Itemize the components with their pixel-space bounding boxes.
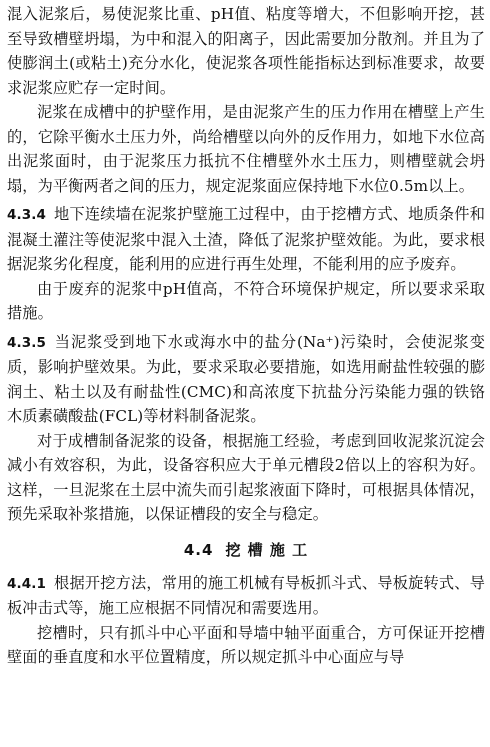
- section-title-text: 挖 槽 施 工: [225, 540, 309, 559]
- clause-4-3-5: [7, 330, 485, 429]
- clause-text: 当泥浆受到地下水或海水中的盐分(Na⁺)污染时，会使泥浆变质，影响护壁效果。为此，要求采取必要措施，如选用耐盐性较强的膨润土、粘土以及有耐盐性(CMC)和高浓度下抗盐分污染能力强的铁铬木质素磺酸盐(FCL)等材料制备泥浆。: [7, 332, 485, 425]
- paragraph-grab-alignment: 挖槽时，只有抓斗中心平面和导墙中轴平面重合，方可保证开挖槽壁面的垂直度和水平位置精度，所以规定抓斗中心面应与导: [7, 623, 485, 666]
- clause-number: 4.3.5: [7, 334, 46, 351]
- clause-text: 地下连续墙在泥浆护壁施工过程中，由于挖槽方式、地质条件和混凝土灌注等使泥浆中混入土渣，降低了泥浆护壁效能。为此，要求根据泥浆劣化程度，能利用的应进行再生处理，不能利用的应予废弃。: [7, 205, 485, 273]
- document-page: [7, 2, 485, 670]
- paragraph-mud-dispersant: 混入泥浆后，易使泥浆比重、pH值、粘度等增大，不但影响开挖，甚至导致槽壁坍塌，为中和混入的阳离子，因此需要加分散剂。并且为了使膨润土(或粘土)充分水化，使泥浆各项性能指标达到标准要求，故要求泥浆应贮存一定时间。: [7, 5, 485, 97]
- clause-4-4-1: [7, 571, 485, 621]
- section-number: 4.4: [183, 540, 214, 559]
- paragraph-equipment-volume: 对于成槽制备泥浆的设备，根据施工经验，考虑到回收泥浆沉淀会减小有效容积，为此，设备容积应大于单元槽段2倍以上的容积为好。这样，一旦泥浆在土层中流失而引起浆液面下降时，可根据具体情况，预先采取补浆措施，以保证槽段的安全与稳定。: [7, 431, 485, 523]
- clause-number: 4.3.4: [7, 207, 46, 223]
- clause-number: 4.4.1: [7, 575, 46, 592]
- paragraph-wall-protection: 泥浆在成槽中的护壁作用，是由泥浆产生的压力作用在槽壁上产生的，它除平衡水土压力外，尚给槽壁以向外的反作用力，如地下水位高出泥浆面时，由于泥浆压力抵抗不住槽壁外水土压力，则槽壁就会坍塌，为平衡两者之间的压力，规定泥浆面应保持地下水位0.5m以上。: [7, 103, 485, 195]
- clause-4-3-4: [7, 202, 485, 277]
- paragraph-waste-mud: 由于废弃的泥浆中pH值高，不符合环境保护规定，所以要求采取措施。: [7, 279, 485, 322]
- clause-text: 根据开挖方法，常用的施工机械有导板抓斗式、导板旋转式、导板冲击式等，施工应根据不同情况和需要选用。: [7, 573, 485, 617]
- section-heading: [7, 539, 485, 561]
